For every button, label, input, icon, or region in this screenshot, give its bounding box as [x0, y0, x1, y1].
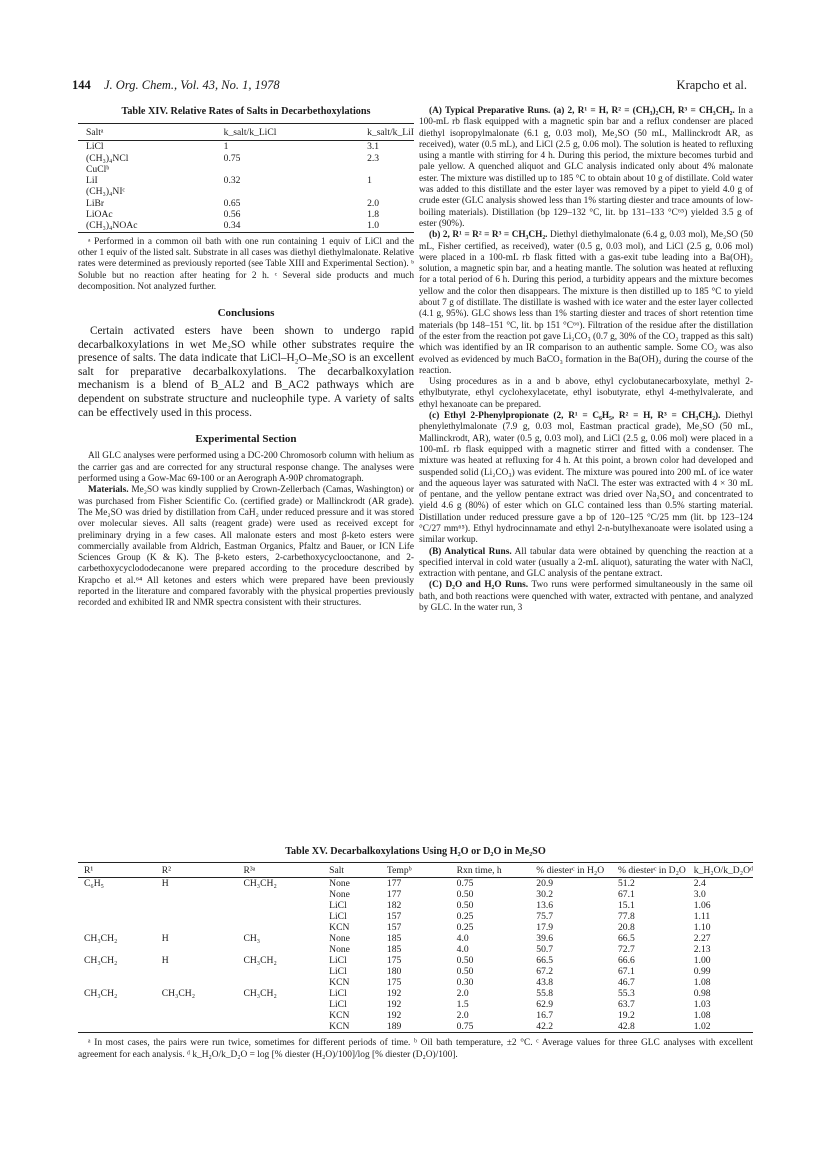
table15-cell: None: [329, 944, 350, 955]
table15-header: % diesterᶜ in H₂O: [536, 863, 618, 878]
table15-cell: 2.13: [693, 944, 711, 955]
conclusions-text: Certain activated esters have been shown to undergo rapid decarbalkoxylations in wet Me₂SO while other substrates require the presence of salts. The data indicate that LiCl–H₂O–Me₂SO is an excellent salt for preparative decarbalkoxylations. The decarbalkoxylation mechanism is a blend of B_AL2 and B_AC2 pathways which are dependent on substrate structure and nucleophile type. A variety of salts can be effectively used in this process.: [78, 325, 414, 419]
table15-cell: 13.6: [536, 900, 554, 911]
table14-cell: 2.3: [367, 152, 380, 164]
table15-title: Table XV. Decarbalkoxylations Using H₂O or D₂O in Me₂SO: [285, 846, 546, 857]
table15-cell: LiCl: [329, 966, 347, 977]
table15-cell: [162, 999, 244, 1010]
table15-cell: [162, 1010, 244, 1021]
table15-cell: 0.50: [456, 900, 474, 911]
table-row: [78, 878, 753, 890]
table15-cell: 46.7: [617, 977, 635, 988]
table15-header: Rxn time, h: [457, 863, 537, 878]
table15-cell: 55.3: [617, 988, 635, 999]
table15-cell: 157: [386, 911, 402, 922]
table15-cell: 62.9: [536, 999, 554, 1010]
table15-cell: 2.0: [456, 1010, 469, 1021]
table15-cell: 1.5: [456, 999, 469, 1010]
table15-cell: [78, 1021, 162, 1033]
run-c-paragraph: [419, 411, 753, 547]
table15-cell: 42.2: [536, 1021, 554, 1032]
table15-cell: CH₃CH₂: [243, 878, 277, 889]
table15-cell: [243, 922, 329, 933]
table-row: [78, 186, 414, 197]
table15-footnote: ᵃ In most cases, the pairs were run twice, sometimes for different periods of time. ᵇ Oil bath temperature, ±2 °C. ᶜ Average values for three GLC analyses with excellent agreement for each analysis. ᵈ k_H₂O/k_D₂O = log [% diester (H₂O)/100]/log [% diester (D₂O)/100].: [78, 1038, 753, 1060]
table-row: [78, 209, 414, 220]
table14-header: k_salt/k_LiCl: [190, 124, 331, 141]
table15-header: R³ᵃ: [243, 863, 329, 878]
table15-cell: [162, 944, 244, 955]
table15-cell: LiCl: [329, 900, 347, 911]
table15-cell: [243, 977, 329, 988]
table15-header: Salt: [329, 863, 387, 878]
table15-cell: 2.4: [693, 878, 706, 889]
right-column: [419, 106, 753, 614]
table14-cell: [331, 164, 414, 175]
table14-cell: [331, 186, 414, 197]
table-row: [78, 1010, 753, 1021]
table15-cell: [78, 977, 162, 988]
table14-cell: 1: [367, 175, 372, 187]
table15-cell: 50.7: [536, 944, 554, 955]
table14-cell: 2.0: [367, 197, 380, 209]
run-c-text: Diethyl phenylethylmalonate (7.9 g, 0.03 mol, Eastman practical grade), Me₂SO (50 mL, Mallinckrodt, AR), water (0.5 g, 0.03 mol), and LiCl (2.5 g, 0.06 mol) were placed in a 100-mL rb flask equipped with a magnetic stirrer and fitted with a condenser. The mixture was heated at refluxing for 4 h. At this point, a brown color had developed and suspended solid (Li₂CO₃) was evident. The mixture was poured into 200 mL of ice water and the aqueous layer was saturated with NaCl. The ester was extracted with 4 × 30 mL of pentane, and the yellow pentane extract was dried over Na₂SO₄ and concentrated to yield 4.6 g (80%) of ester which on GLC contained less than 0.5% starting material. Distillation under reduced pressure gave a bp of 120–125 °C/25 mm (lit. bp 123–124 °C/27 mm⁶⁵). Ethyl hydrocinnamate and ethyl 2-n-butylhexanoate were isolated using a similar workup.: [419, 411, 753, 546]
table15-cell: 77.8: [617, 911, 635, 922]
table15-cell: 66.5: [536, 955, 554, 966]
table14-cell: 0.56: [223, 209, 241, 221]
table15-cell: CH₃CH₂: [243, 988, 277, 999]
table-row: [78, 999, 753, 1010]
table15-cell: 1.06: [693, 900, 711, 911]
table15-cell: 20.9: [536, 878, 554, 889]
table15-cell: 67.2: [536, 966, 554, 977]
table15-cell: 66.5: [617, 933, 635, 944]
table14-cell: [190, 186, 331, 197]
table15: [78, 862, 753, 1033]
table15-cell: 0.50: [456, 955, 474, 966]
table14-header: k_salt/k_LiI: [331, 124, 414, 141]
table-row: [78, 175, 414, 186]
table15-cell: 43.8: [536, 977, 554, 988]
table15-header: k_H₂O/k_D₂Oᵈ: [694, 863, 753, 878]
table15-cell: 0.98: [693, 988, 711, 999]
table15-cell: [243, 944, 329, 955]
table15-cell: [243, 966, 329, 977]
procedures-paragraph: Using procedures as in a and b above, ethyl cyclobutanecarboxylate, methyl 2-ethylbutyrate, ethyl cyclohexylacetate, ethyl isobutyrate, ethyl 4-methylvalerate, and ethyl hexanoate can be prepared.: [419, 377, 753, 410]
table15-cell: 67.1: [617, 966, 635, 977]
table15-cell: LiCl: [329, 999, 347, 1010]
journal-citation: J. Org. Chem., Vol. 43, No. 1, 1978: [104, 78, 280, 92]
table15-cell: [78, 889, 162, 900]
table-row: [78, 198, 414, 209]
table15-cell: 177: [386, 889, 402, 900]
table15-cell: 0.30: [456, 977, 474, 988]
table15-cell: [243, 1021, 329, 1033]
table15-cell: 66.6: [617, 955, 635, 966]
experimental-paragraph: All GLC analyses were performed using a DC-200 Chromosorb column with helium as the carrier gas and are corrected for any structural response change. The analyses were performed using a Gow-Mac 69-100 or an Aerograph A-90P chromatograph.: [78, 451, 414, 485]
table15-header: R²: [162, 863, 244, 878]
table15-cell: 1.03: [693, 999, 711, 1010]
table15-cell: LiCl: [329, 955, 347, 966]
table15-cell: KCN: [329, 1010, 350, 1021]
table15-cell: H: [161, 878, 169, 889]
table15-cell: 1.10: [693, 922, 711, 933]
table15-cell: [162, 900, 244, 911]
table15-cell: 4.0: [456, 933, 469, 944]
table15-cell: 1.08: [693, 977, 711, 988]
table15-cell: [243, 1010, 329, 1021]
table15-cell: 0.75: [456, 1021, 474, 1032]
table15-cell: 182: [386, 900, 402, 911]
table14-title: Table XIV. Relative Rates of Salts in Decarbethoxylations: [121, 106, 371, 117]
table14-cell: LiOAc: [86, 209, 113, 221]
table15-cell: KCN: [329, 922, 350, 933]
table-row: [78, 911, 753, 922]
table15-cell: None: [329, 889, 350, 900]
table15-cell: 177: [386, 878, 402, 889]
table14-cell: (CH₃)₄NCl: [86, 152, 129, 164]
table15-cell: [162, 977, 244, 988]
run-b-head: (b) 2, R¹ = R² = R³ = CH₃CH₂.: [429, 230, 548, 241]
table15-cell: 0.50: [456, 889, 474, 900]
running-header: [72, 78, 747, 96]
table15-cell: CH₃: [243, 933, 261, 944]
table15-cell: 1.08: [693, 1010, 711, 1021]
table-row: [78, 988, 753, 999]
materials-head: Materials.: [88, 485, 129, 496]
table15-cell: 55.8: [536, 988, 554, 999]
table-row: [78, 977, 753, 988]
table14-cell: 0.32: [223, 175, 241, 187]
table15-cell: KCN: [329, 1021, 350, 1032]
table14-cell: (CH₃)₄NOAc: [86, 220, 138, 232]
table15-cell: 180: [386, 966, 402, 977]
table15-cell: 157: [386, 922, 402, 933]
page-number: 144: [72, 78, 91, 92]
table14-cell: LiI: [86, 175, 98, 187]
table15-cell: 175: [386, 955, 402, 966]
table-row: [78, 220, 414, 232]
table-row: [78, 1021, 753, 1033]
run-c-head: (c) Ethyl 2-Phenylpropionate (2, R¹ = C₆H₅, R² = H, R³ = CH₃CH₂).: [429, 411, 721, 422]
table15-cell: 185: [386, 933, 402, 944]
table14-cell: CuClᵇ: [86, 163, 110, 175]
experimental-heading: Experimental Section: [195, 433, 297, 446]
table15-cell: 63.7: [617, 999, 635, 1010]
table15-cell: 189: [386, 1021, 402, 1032]
run-b-text: Diethyl diethylmalonate (6.4 g, 0.03 mol), Me₂SO (50 mL, Fisher certified, as received), water (0.5 g, 0.03 mol), and LiCl (2.5 g, 0.06 mol) were placed in a 100-mL rb flask fitted with a gas-exit tube leading into a Ba(OH)₂ solution, a magnetic spin bar, and a heating mantle. The solution was heated at refluxing for a total period of 6 h. During this period, a turbidity appears and the mixture becomes yellow and the color then disappears. The mixture is then distilled up to 185 °C to yield about 7 g of distillate. The distillate is washed with ice water and the ester layer collected (4.1 g, 95%). GLC shows less than 1% starting diester and traces of short retention time materials (bp 148–151 °C, lit. bp 151 °C⁶⁶). Filtration of the residue after the distillation of the ester from the reaction pot gave Li₂CO₃ (0.7 g, 30% of the CO₂ trapped as this salt) which was identified by an IR comparison to an authentic sample. Some CO₂ was also evolved as evidenced by much BaCO₃ formation in the Ba(OH)₂ during the course of the reaction.: [419, 230, 753, 376]
table15-header: Tempᵇ: [387, 863, 457, 878]
table14-cell: 1: [223, 141, 229, 153]
table15-cell: 0.99: [693, 966, 711, 977]
table15-cell: 0.25: [456, 922, 474, 933]
materials-paragraph: [78, 485, 414, 609]
table15-cell: H: [161, 955, 169, 966]
table15-header: % diesterᶜ in D₂O: [618, 863, 694, 878]
table15-cell: 192: [386, 1010, 402, 1021]
table15-cell: 175: [386, 977, 402, 988]
table15-cell: [162, 889, 244, 900]
table15-cell: [78, 966, 162, 977]
table15-cell: 3.0: [693, 889, 706, 900]
table14-footnote: ᵃ Performed in a common oil bath with one run containing 1 equiv of LiCl and the other 1 equiv of the listed salt. Substrate in all cases was diethyl diethylmalonate. Relative rates were determined as previously reported (see Table XIII and Experimental Section). ᵇ Soluble but no reaction after heating for 2 h. ᶜ Several side products and much decomposition. Not analyzed further.: [78, 236, 414, 293]
table15-cell: CH₃CH₂: [161, 988, 196, 999]
left-column: [78, 106, 414, 610]
table15-cell: [162, 911, 244, 922]
table15-cell: [78, 999, 162, 1010]
table15-cell: 42.8: [617, 1021, 635, 1032]
table15-header: R¹: [78, 863, 162, 878]
table-row: [78, 889, 753, 900]
table15-cell: 16.7: [536, 1010, 554, 1021]
table14-cell: 1.8: [367, 209, 380, 221]
table15-cell: 75.7: [536, 911, 554, 922]
table15-cell: 30.2: [536, 889, 554, 900]
table-row: [78, 900, 753, 911]
table15-cell: 185: [386, 944, 402, 955]
table15-cell: None: [329, 933, 350, 944]
table-row: [78, 141, 414, 153]
run-a-text: In a 100-mL rb flask equipped with a magnetic spin bar and a reflux condenser are placed diethyl isopropylmalonate (6.1 g, 0.03 mol), Me₂SO (50 mL, Mallinckrodt AR, as received), water (0.5 mL), and LiCl (2.5 g, 0.06 mol). The solution is heated to refluxing using a mantle with stirring for 4 h. During this period, the mixture becomes turbid and pale yellow. A quenched aliquot and GLC analysis indicated only about 4% malonate ester. The mixture was distilled up to 185 °C to obtain about 10 g of distillate. Cold water was added to this distillate and the ester layer was removed by a pipet to yield 4.0 g of crude ester (GLC analysis showed less than 1% starting diester and trace amounts of low-boiling materials). Distillation (bp 129–132 °C, lit. bp 131–133 °C⁶⁵) yielded 3.5 g of ester (90%).: [419, 106, 753, 229]
d2o-paragraph: [419, 580, 753, 614]
analytical-paragraph: [419, 547, 753, 581]
table14: [78, 123, 414, 233]
table15-cell: 20.8: [617, 922, 635, 933]
table14-header: Saltᵃ: [78, 124, 190, 141]
table15-cell: 1.02: [693, 1021, 711, 1032]
table14-cell: LiBr: [86, 197, 105, 209]
table15-cell: 67.1: [617, 889, 635, 900]
table15-cell: 51.2: [617, 878, 635, 889]
table15-cell: [78, 900, 162, 911]
table14-cell: (CH₃)₄NIᶜ: [86, 186, 125, 198]
table15-cell: [162, 922, 244, 933]
table-row: [78, 955, 753, 966]
table15-cell: 4.0: [456, 944, 469, 955]
materials-text: Me₂SO was kindly supplied by Crown-Zellerbach (Camas, Washington) or was purchased from Fisher Scientific Co. (certified grade) or Mallinckrodt (AR grade). The Me₂SO was dried by distillation from CaH₂ under reduced pressure and it was stored over molecular sieves. All salts (reagent grade) were used as received except for preliminary drying in a few cases. All malonate esters and most β-keto esters were commercially available from Aldrich, Eastman Organics, Pfaltz and Bauer, or ICN Life Sciences Group (K & K). The β-keto esters, 2-carbethoxycyclooctanone, and 2-carbethoxycyclododecanone were prepared according to the procedure described by Krapcho et al.⁶⁴ All ketones and esters which were prepared have been previously reported in the literature and compared favorably with the physical properties previously recorded and exhibited IR and NMR spectra consistent with their structures.: [78, 485, 415, 609]
table14-cell: LiCl: [86, 141, 104, 153]
table15-cell: 15.1: [617, 900, 635, 911]
table14-cell: 3.1: [367, 141, 380, 153]
table15-cell: CH₃CH₂: [84, 933, 118, 944]
table15-cell: 192: [386, 999, 402, 1010]
table15-cell: [78, 922, 162, 933]
table-row: [78, 933, 753, 944]
table15-cell: LiCl: [329, 911, 347, 922]
table15-cell: 1.11: [693, 911, 711, 922]
table15-cell: CH₃CH₂: [243, 955, 277, 966]
table14-cell: [190, 164, 331, 175]
table15-cell: 17.9: [536, 922, 554, 933]
d2o-text: Two runs were performed simultaneously in the same oil bath, and both reactions were quenched with water, extracted with pentane, and analyzed by GLC. In the water run, 3: [419, 580, 754, 614]
table15-cell: 2.27: [693, 933, 711, 944]
table15-cell: 19.2: [617, 1010, 635, 1021]
table15-cell: 1.00: [693, 955, 711, 966]
table15-cell: 192: [386, 988, 402, 999]
table15-cell: [78, 944, 162, 955]
table14-cell: 0.65: [223, 197, 241, 209]
table-row: [78, 922, 753, 933]
table-row: [78, 164, 414, 175]
table15-cell: [243, 999, 329, 1010]
run-a-paragraph: [419, 106, 753, 230]
d2o-head: (C) D₂O and H₂O Runs.: [429, 580, 529, 591]
table14-cell: 0.75: [223, 152, 241, 164]
table15-cell: [162, 966, 244, 977]
table15-cell: C₆H₅: [84, 878, 105, 889]
run-b-paragraph: [419, 230, 753, 377]
running-authors: Krapcho et al.: [676, 78, 747, 92]
table15-cell: [78, 911, 162, 922]
table15-cell: 0.25: [456, 911, 474, 922]
analytical-head: (B) Analytical Runs.: [429, 546, 512, 557]
table15-block: [78, 846, 753, 1070]
table15-cell: 39.6: [536, 933, 554, 944]
table15-cell: CH₃CH₂: [84, 988, 118, 999]
table15-cell: KCN: [329, 977, 350, 988]
table-row: [78, 966, 753, 977]
table15-cell: [243, 911, 329, 922]
analytical-text: All tabular data were obtained by quenching the reaction at a specified interval in cold water (usually a 2-mL aliquot), saturating the water with NaCl, extraction with pentane, and GLC analysis of the pentane extract.: [419, 546, 753, 580]
table15-cell: None: [329, 878, 350, 889]
table14-cell: 0.34: [223, 220, 241, 232]
table15-cell: 72.7: [617, 944, 635, 955]
table-row: [78, 944, 753, 955]
table15-cell: [243, 900, 329, 911]
table15-cell: [162, 1021, 244, 1033]
table15-cell: [78, 1010, 162, 1021]
table15-cell: 0.75: [456, 878, 474, 889]
run-a-head: (A) Typical Preparative Runs. (a) 2, R¹ = H, R² = (CH₃)₂CH, R³ = CH₃CH₂.: [429, 106, 735, 116]
table15-cell: 2.0: [456, 988, 469, 999]
table-row: [78, 153, 414, 164]
table15-cell: H: [161, 933, 169, 944]
table15-cell: 0.50: [456, 966, 474, 977]
table15-cell: [243, 889, 329, 900]
table15-cell: LiCl: [329, 988, 347, 999]
conclusions-heading: Conclusions: [217, 306, 275, 319]
table14-cell: 1.0: [367, 220, 380, 232]
table15-cell: CH₃CH₂: [84, 955, 118, 966]
